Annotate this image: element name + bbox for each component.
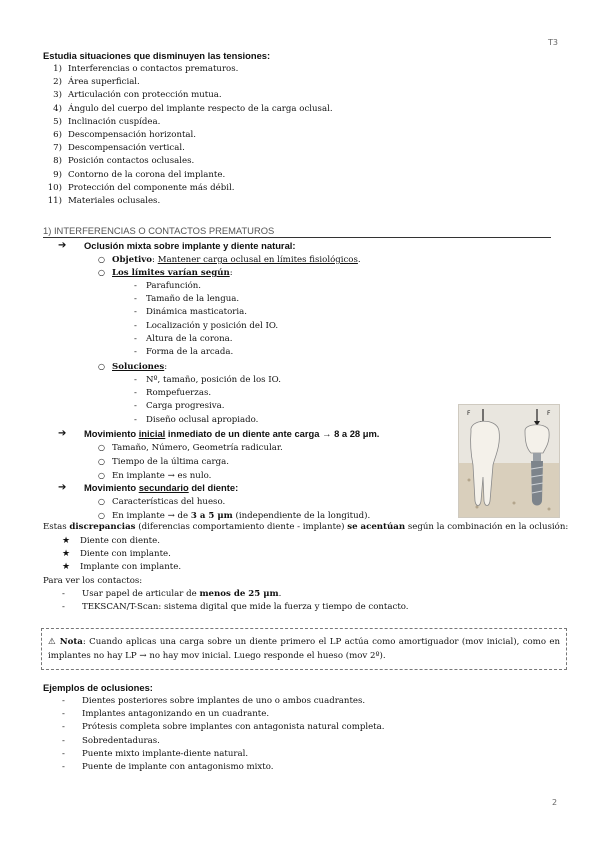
warning-icon: ⚠ [48, 637, 57, 647]
list-item: - TEKSCAN/T-Scan: sistema digital que mide la fuerza y tiempo de contacto. [62, 602, 409, 613]
contactos-intro: Para ver los contactos: [43, 576, 143, 586]
arrow-icon: ➔ [58, 482, 67, 493]
star-icon: ★ [62, 562, 71, 573]
star-icon: ★ [62, 549, 71, 560]
force-label-right: F [547, 410, 551, 417]
intro-list [46, 63, 333, 208]
mov-inicial-heading: Movimiento inicial inmediato de un diente ante carga → 8 a 28 μm. [84, 428, 380, 439]
circle-bullet-icon: ○ [98, 268, 105, 277]
list-item: 2) Área superficial. [53, 77, 140, 88]
tooth-implant-figure [458, 404, 560, 518]
page-number: 2 [552, 798, 558, 807]
list-item: 7) Descompensación vertical. [53, 143, 185, 154]
list-item: 5) Inclinación cuspídea. [53, 116, 161, 127]
list-item: - Diseño oclusal apropiado. [134, 414, 259, 425]
list-item: - Sobredentaduras. [62, 735, 160, 746]
limites-line: ○ Los límites varían según: [98, 268, 233, 278]
objetivo-line: ○ Objetivo: Mantener carga oclusal en límites fisiológicos. [98, 255, 361, 265]
circle-bullet-icon: ○ [98, 255, 105, 264]
list-item: 6) Descompensación horizontal. [53, 130, 197, 141]
ejemplos-title: Ejemplos de oclusiones: [43, 682, 153, 693]
list-item: ○ Tiempo de la última carga. [98, 457, 229, 468]
note-text: : Cuando aplicas una carga sobre un diente primero el LP actúa como amortiguador (mov inicial), como en implantes no hay LP → no hay mov inicial. Luego responde el hueso (mov 2º). [48, 637, 560, 661]
ejemplos-list [62, 695, 385, 774]
list-item: - Rompefuerzas. [134, 388, 212, 399]
list-item: - Implantes antagonizando en un cuadrante. [62, 709, 270, 720]
mov-secundario-list [98, 495, 370, 523]
list-item: 1) Interferencias o contactos prematuros. [53, 64, 239, 74]
list-item: - Tamaño de la lengua. [134, 294, 240, 305]
discrepancias-line: Estas discrepancias (diferencias comportamiento diente - implante) se acentúan según la combinación en la oclusión: [43, 522, 569, 532]
circle-bullet-icon: ○ [98, 362, 105, 371]
mov-inicial-list [98, 441, 283, 484]
mov-secundario-row [58, 481, 238, 494]
soluciones-list [134, 374, 281, 427]
list-item: 4) Ángulo del cuerpo del implante respecto de la carga oclusal. [53, 103, 333, 114]
oclusion-heading-row [58, 239, 296, 252]
list-item: - Forma de la arcada. [134, 347, 234, 358]
list-item: ○ Tamaño, Número, Geometría radicular. [98, 443, 283, 453]
list-item: 10) Protección del componente más débil. [47, 182, 235, 193]
note-label: Nota [59, 637, 83, 647]
oclusion-heading: Oclusión mixta sobre implante y diente natural: [84, 240, 296, 251]
list-item: - Dientes posteriores sobre implantes de uno o ambos cuadrantes. [62, 696, 366, 706]
list-item: ○ En implante → de 3 a 5 μm (independiente de la longitud). [98, 511, 371, 522]
section-title: 1) INTERFERENCIAS O CONTACTOS PREMATUROS [43, 224, 551, 238]
list-item: 3) Articulación con protección mutua. [53, 90, 222, 101]
list-item: - Puente mixto implante-diente natural. [62, 748, 249, 759]
arrow-icon: ➔ [58, 240, 67, 251]
star-icon: ★ [62, 536, 71, 546]
list-item: - Carga progresiva. [134, 401, 225, 412]
list-item: - Altura de la corona. [134, 333, 233, 344]
discrepancias-list [62, 535, 181, 575]
list-item: - Usar papel de articular de menos de 25 μm. [62, 589, 282, 599]
list-item: - Parafunción. [134, 281, 202, 291]
list-item: - Puente de implante con antagonismo mixto. [62, 762, 274, 773]
header-corner-label: T3 [548, 38, 558, 47]
mov-secundario-heading: Movimiento secundario del diente: [84, 482, 239, 493]
list-item: - Localización y posición del IO. [134, 320, 279, 331]
list-item: ★ Implante con implante. [62, 561, 181, 574]
list-item: - Nº, tamaño, posición de los IO. [134, 375, 281, 385]
mov-inicial-row [58, 427, 379, 440]
limites-list [134, 280, 278, 359]
tooth-implant-illustration [459, 405, 559, 517]
list-item: - Prótesis completa sobre implantes con antagonista natural completa. [62, 722, 385, 733]
note-box [41, 628, 567, 670]
list-item: ○ Características del hueso. [98, 497, 226, 507]
contactos-list [62, 588, 409, 614]
list-item: ○ En implante → es nulo. [98, 471, 212, 482]
list-item: 9) Contorno de la corona del implante. [53, 169, 226, 180]
list-item: 11) Materiales oclusales. [47, 196, 161, 207]
list-item: 8) Posición contactos oclusales. [53, 156, 195, 167]
force-label-left: F [467, 410, 471, 417]
list-item: ★ Diente con diente. [62, 535, 181, 548]
arrow-icon: ➔ [58, 428, 67, 439]
soluciones-line: ○ Soluciones: [98, 362, 168, 372]
list-item: - Dinámica masticatoria. [134, 307, 248, 318]
list-item: ★ Diente con implante. [62, 548, 181, 561]
intro-title: Estudia situaciones que disminuyen las tensiones: [43, 50, 271, 61]
